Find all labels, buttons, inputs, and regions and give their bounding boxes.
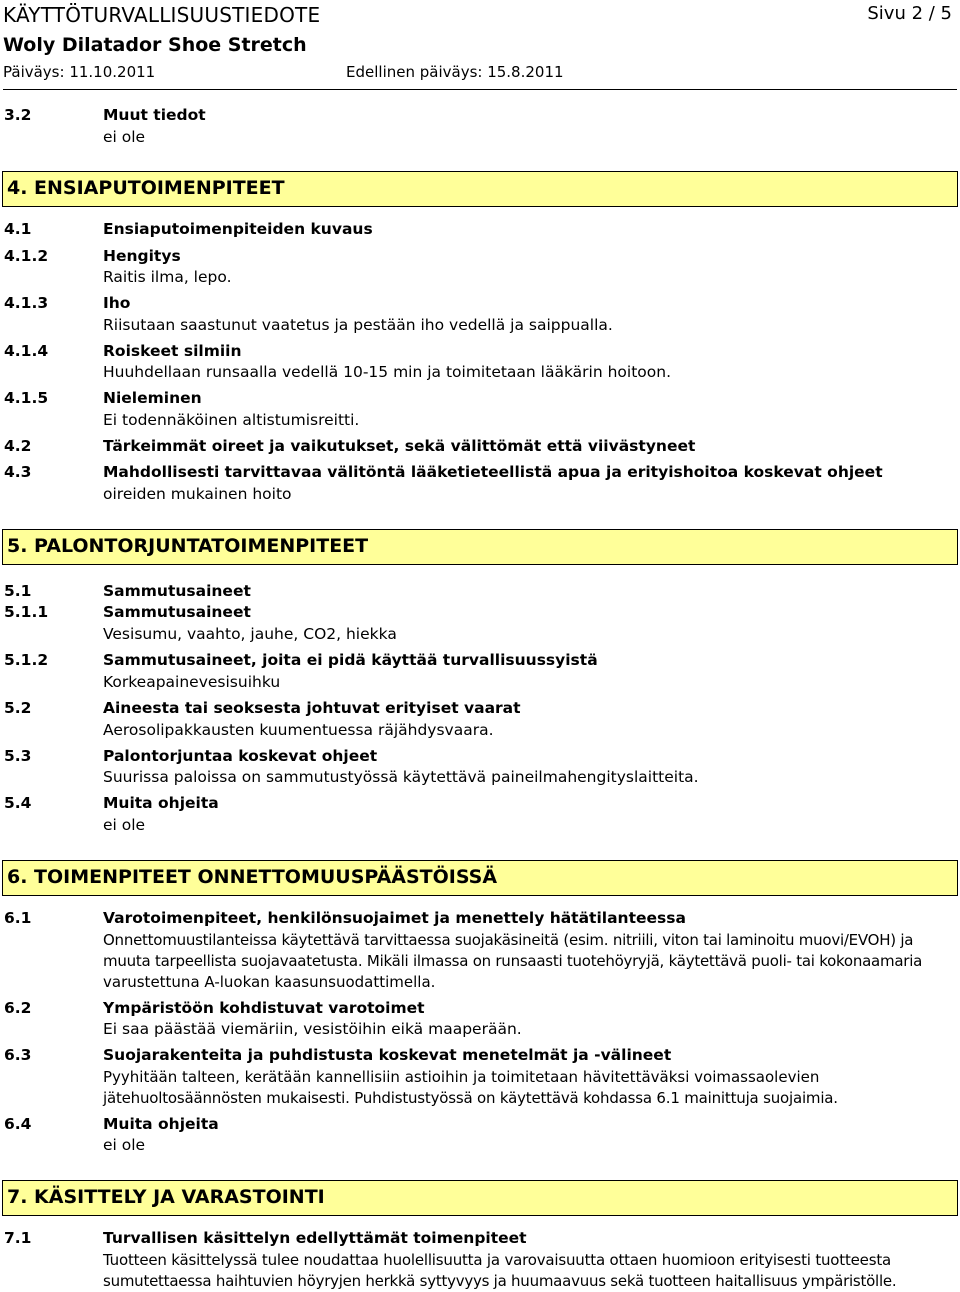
subsection-number: 5.1 (4, 582, 32, 600)
subsection-text-line: Pyyhitään talteen, kerätään kannellisiin astioihin ja toimitetaan hävitettäväksi voimassaolevien (103, 1068, 820, 1086)
subsection-heading: Muita ohjeita (103, 794, 219, 812)
subsection-heading: Nieleminen (103, 389, 202, 407)
section-title: 5. PALONTORJUNTATOIMENPITEET (7, 535, 369, 557)
document-title: KÄYTTÖTURVALLISUUSTIEDOTE (3, 3, 321, 27)
subsection-text: ei ole (103, 816, 146, 834)
subsection-number: 5.2 (4, 699, 32, 717)
subsection-text: Riisutaan saastunut vaatetus ja pestään iho vedellä ja saippualla. (103, 316, 613, 334)
subsection-text: Ei saa päästää viemäriin, vesistöihin eikä maaperään. (103, 1020, 522, 1038)
subsection-text-line: Tuotteen käsittelyssä tulee noudattaa huolellisuutta ja varovaisuutta ottaen huomioon erityisesti tuotteesta (103, 1251, 891, 1269)
subsection-heading: Turvallisen käsittelyn edellyttämät toimenpiteet (103, 1229, 527, 1247)
subsection-number: 5.1.2 (4, 651, 49, 669)
subsection-number: 4.2 (4, 437, 32, 455)
subsection-text: ei ole (103, 128, 146, 146)
subsection-text: Suurissa paloissa on sammutustyössä käytettävä paineilmahengityslaitteita. (103, 768, 699, 786)
product-name: Woly Dilatador Shoe Stretch (3, 34, 307, 56)
subsection-number: 5.1.1 (4, 603, 49, 621)
subsection-heading: Sammutusaineet (103, 582, 251, 600)
subsection-heading: Varotoimenpiteet, henkilönsuojaimet ja menettely hätätilanteessa (103, 909, 686, 927)
header-divider (3, 89, 957, 90)
subsection-heading: Ensiaputoimenpiteiden kuvaus (103, 220, 373, 238)
subsection-number: 3.2 (4, 106, 32, 124)
subsection-number: 7.1 (4, 1229, 32, 1247)
subsection-heading: Iho (103, 294, 131, 312)
subsection-text-line: jätehuoltosäännösten mukaisesti. Puhdistustyössä on käytettävä kohdassa 6.1 mainittuja suojaimia. (103, 1089, 838, 1107)
subsection-heading: Muut tiedot (103, 106, 206, 124)
subsection-text-line: muuta tarpeellista suojavaatetusta. Mikäli ilmassa on runsaasti tuotehöyryjä, käytettävä puoli- tai kokonaamaria (103, 952, 923, 970)
subsection-number: 4.1.5 (4, 389, 49, 407)
section-6-header (2, 860, 958, 896)
section-4-header (2, 171, 958, 207)
section-title: 6. TOIMENPITEET ONNETTOMUUSPÄÄSTÖISSÄ (7, 866, 498, 888)
subsection-number: 5.4 (4, 794, 32, 812)
subsection-number: 6.4 (4, 1115, 32, 1133)
subsection-text: oireiden mukainen hoito (103, 485, 292, 503)
subsection-text-line: Onnettomuustilanteissa käytettävä tarvittaessa suojakäsineitä (esim. nitriili, viton tai laminoitu muovi/EVOH) ja (103, 931, 914, 949)
subsection-number: 6.3 (4, 1046, 32, 1064)
subsection-number: 6.2 (4, 999, 32, 1017)
issue-date: Päiväys: 11.10.2011 (3, 63, 156, 81)
subsection-heading: Ympäristöön kohdistuvat varotoimet (103, 999, 425, 1017)
page-number: Sivu 2 / 5 (867, 3, 952, 24)
subsection-text: Huuhdellaan runsaalla vedellä 10-15 min ja toimitetaan lääkärin hoitoon. (103, 363, 672, 381)
section-5-header (2, 529, 958, 565)
subsection-heading: Hengitys (103, 247, 181, 265)
section-7-header (2, 1180, 958, 1216)
subsection-heading: Sammutusaineet (103, 603, 251, 621)
previous-date: Edellinen päiväys: 15.8.2011 (346, 63, 564, 81)
subsection-heading: Palontorjuntaa koskevat ohjeet (103, 747, 378, 765)
subsection-heading: Mahdollisesti tarvittavaa välitöntä lääketieteellistä apua ja erityishoitoa koskevat ohjeet (103, 463, 883, 481)
subsection-heading: Sammutusaineet, joita ei pidä käyttää turvallisuussyistä (103, 651, 598, 669)
subsection-heading: Aineesta tai seoksesta johtuvat erityiset vaarat (103, 699, 521, 717)
subsection-text: Vesisumu, vaahto, jauhe, CO2, hiekka (103, 625, 397, 643)
subsection-heading: Roiskeet silmiin (103, 342, 242, 360)
subsection-text: ei ole (103, 1136, 146, 1154)
section-title: 7. KÄSITTELY JA VARASTOINTI (7, 1186, 325, 1208)
subsection-text-line: sumutettaessa haihtuvien höyryjen herkkä syttyvyys ja huumaavuus sekä tuotteen haitallisuus ympäristölle. (103, 1272, 897, 1290)
subsection-number: 6.1 (4, 909, 32, 927)
subsection-number: 5.3 (4, 747, 32, 765)
subsection-number: 4.1.4 (4, 342, 49, 360)
section-title: 4. ENSIAPUTOIMENPITEET (7, 177, 285, 199)
subsection-text: Korkeapainevesisuihku (103, 673, 281, 691)
subsection-text: Raitis ilma, lepo. (103, 268, 232, 286)
subsection-number: 4.3 (4, 463, 32, 481)
subsection-number: 4.1.3 (4, 294, 49, 312)
subsection-text: Ei todennäköinen altistumisreitti. (103, 411, 360, 429)
subsection-text-line: varustettuna A-luokan kaasunsuodattimella. (103, 973, 436, 991)
subsection-number: 4.1.2 (4, 247, 49, 265)
subsection-heading: Tärkeimmät oireet ja vaikutukset, sekä välittömät että viivästyneet (103, 437, 696, 455)
subsection-number: 4.1 (4, 220, 32, 238)
subsection-heading: Suojarakenteita ja puhdistusta koskevat menetelmät ja -välineet (103, 1046, 672, 1064)
subsection-text: Aerosolipakkausten kuumentuessa räjähdysvaara. (103, 721, 494, 739)
subsection-heading: Muita ohjeita (103, 1115, 219, 1133)
